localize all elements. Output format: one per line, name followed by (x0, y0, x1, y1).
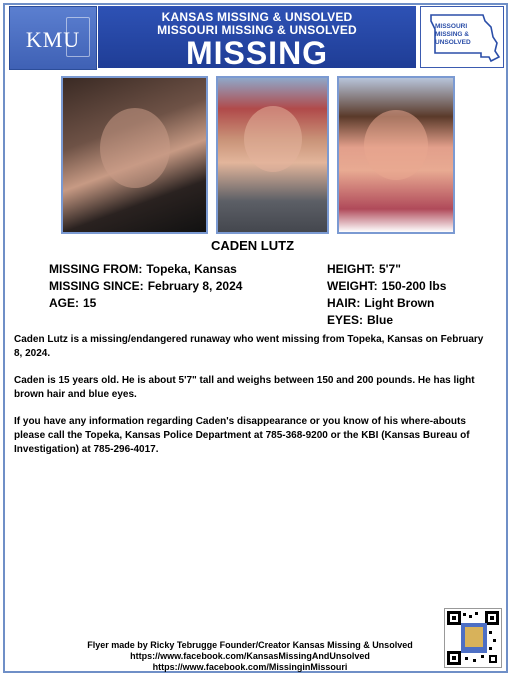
kmu-logo (9, 6, 97, 70)
face-shape (244, 106, 302, 172)
qr-code[interactable] (444, 608, 502, 668)
face-shape (100, 108, 170, 188)
photo-1 (61, 76, 208, 234)
banner-line-kansas: KANSAS MISSING & UNSOLVED (161, 10, 353, 24)
age-row (49, 296, 96, 310)
eyes-value: Blue (367, 313, 394, 327)
photo-3 (337, 76, 455, 234)
footer-link-kansas[interactable]: https://www.facebook.com/KansasMissingAndUnsolved (130, 651, 370, 661)
hair-label: HAIR: (327, 296, 361, 310)
eyes-label: EYES: (327, 313, 364, 327)
footer-link-missouri[interactable]: https://www.facebook.com/MissinginMissouri (152, 662, 348, 672)
qr-code-icon (445, 609, 501, 667)
title-banner (98, 6, 416, 71)
hair-row (327, 296, 434, 310)
kmu-logo-text: KMU (25, 27, 81, 52)
missing-heading: MISSING (185, 35, 329, 71)
height-label: HEIGHT: (327, 262, 375, 276)
age-value: 15 (83, 296, 97, 310)
height-value: 5'7" (379, 262, 401, 276)
missouri-logo (420, 6, 504, 68)
weight-value: 150-200 lbs (381, 279, 447, 293)
missing-since-label: MISSING SINCE: (49, 279, 144, 293)
hair-value: Light Brown (364, 296, 435, 310)
missing-from-row (49, 262, 237, 276)
height-row (327, 262, 401, 276)
banner-line-missouri: MISSOURI MISSING & UNSOLVED (157, 23, 357, 37)
person-name: CADEN LUTZ (210, 238, 295, 253)
missouri-logo-text: MISSOURI MISSING & UNSOLVED (435, 23, 471, 46)
face-shape (364, 110, 428, 180)
eyes-row (327, 313, 393, 327)
photo-2 (216, 76, 329, 234)
description-paragraph-1: Caden Lutz is a missing/endangered runaway who went missing from Topeka, Kansas on February 8, 2024. (14, 334, 484, 359)
missing-from-value: Topeka, Kansas (146, 262, 237, 276)
description-paragraph-2: Caden is 15 years old. He is about 5'7" tall and weighs between 150 and 200 pounds. He has light brown hair and blue eyes. (14, 375, 475, 400)
missing-since-value: February 8, 2024 (147, 279, 243, 293)
age-label: AGE: (49, 296, 79, 310)
missing-from-label: MISSING FROM: (49, 262, 143, 276)
missing-since-row (49, 279, 242, 293)
description-paragraph-3: If you have any information regarding Caden's disappearance or you know of his where-abouts please call the Topeka, Kansas Police Department at 785-368-9200 or the KBI (Kansas Bureau of Investigation) at 785-296-4017. (14, 416, 470, 455)
weight-row (327, 279, 446, 293)
footer-credit: Flyer made by Ricky Tebrugge Founder/Creator Kansas Missing & Unsolved (87, 640, 413, 650)
weight-label: WEIGHT: (327, 279, 378, 293)
